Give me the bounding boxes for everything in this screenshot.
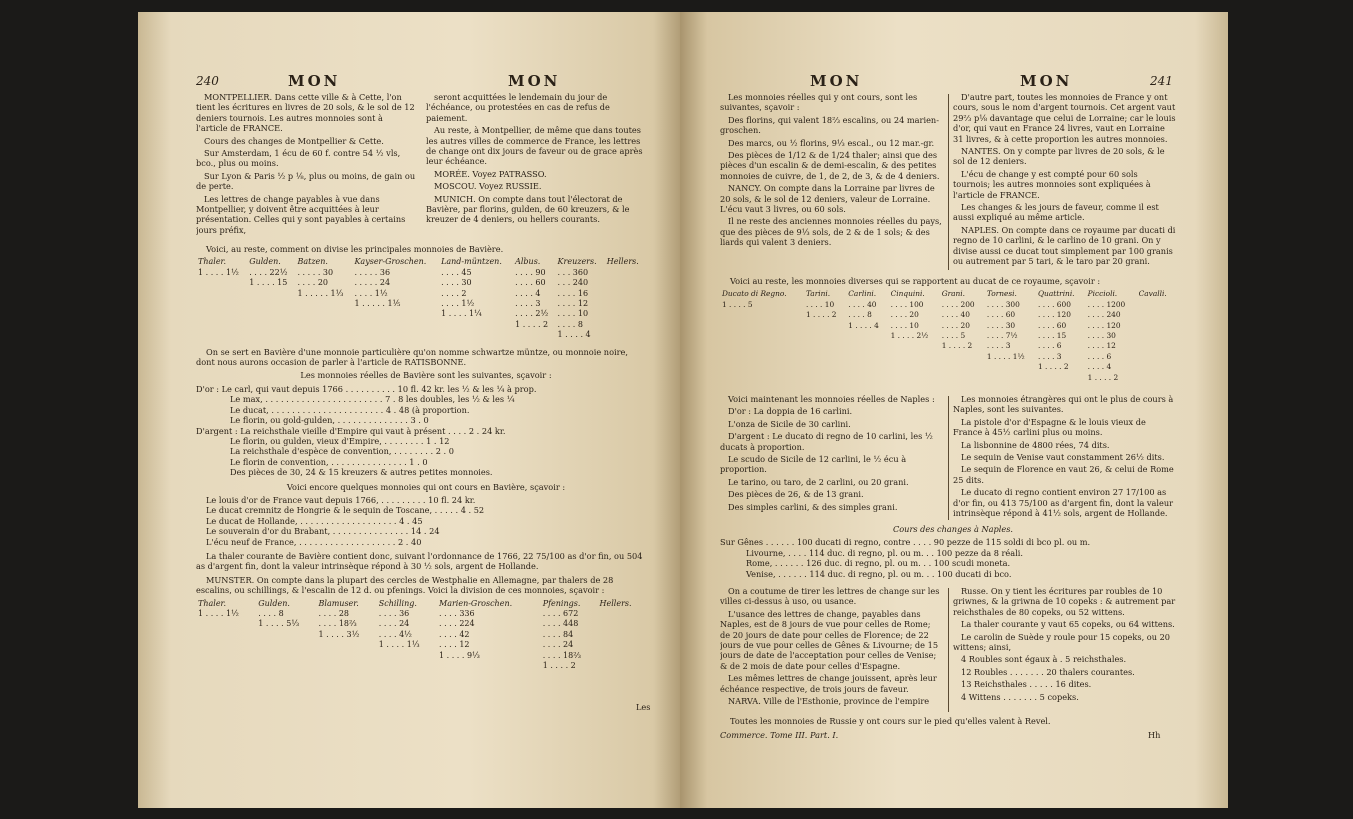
- table-header: Schilling.: [378, 598, 417, 608]
- paragraph: Le sequin de Florence en vaut 26, & celui de Rome 25 dits.: [953, 464, 1174, 485]
- table-header: Tornesi.: [986, 289, 1017, 299]
- paragraph: Des simples carlini, & des simples grani.: [728, 501, 898, 512]
- catchword: Les: [636, 702, 651, 712]
- table-header: Gulden.: [249, 257, 281, 267]
- table-cell: 1 . . . . 2: [1038, 362, 1069, 372]
- table-cell: . . . . 20: [941, 320, 970, 330]
- paragraph: MUNICH. On compte dans tout l'électorat de Bavière, par florins, gulden, de 60 kreuzers, & le kreuzer de 4 deniers, ou hellers courants.: [426, 193, 630, 225]
- paragraph: Voici encore quelques monnoies qui ont cours en Bavière, sçavoir :: [286, 481, 566, 492]
- table-cell: . . . . 600: [1038, 299, 1071, 309]
- running-head-left: MON: [288, 72, 341, 90]
- table-cell: . . . . 2: [441, 288, 467, 298]
- paragraph: Les monnoies réelles qui y ont cours, sont les suivantes, sçavoir :: [720, 92, 918, 113]
- table-cell: . . . . 1½: [441, 299, 475, 309]
- list-item: Rome, . . . . . . 126 duc. di regno, pl. ou m. . . 100 scudi moneta.: [746, 558, 1011, 569]
- paragraph: Toutes les monnoies de Russie y ont cours sur le pied qu'elles valent à Revel.: [730, 716, 1051, 726]
- table-header-row: [196, 599, 646, 609]
- paragraph: Les monnoies réelles de Bavière sont les suivantes, sçavoir :: [300, 370, 552, 381]
- table-row: [720, 352, 1176, 362]
- paragraph: Le sequin de Venise vaut constamment 26½ dits.: [961, 452, 1165, 463]
- paragraph: Russe. On y tient les écritures par roubles de 10 griwnes, & la griwna de 10 copeks : & autrement par reichsthales de 80 copeks, ou 52 wittens.: [953, 586, 1176, 617]
- paragraph: Il ne reste des anciennes monnoies réelles du pays, que des pièces de 9⅓ sols, de 2 & de 1 sols; & des liards qui valent 3 deniers.: [720, 216, 942, 248]
- paragraph: Le carolin de Suède y roule pour 15 copeks, ou 20 wittens; ainsi,: [953, 631, 1170, 653]
- table-cell: 1 . . . . 1¼: [441, 309, 482, 319]
- table-header: Piccioli.: [1087, 289, 1118, 299]
- column-1: [720, 92, 943, 274]
- table-row: [196, 330, 646, 340]
- real-coins-list: [196, 384, 646, 478]
- paragraph: Voici au reste, les monnoies diverses qui se rapportent au ducat de ce royaume, sçavoir :: [730, 276, 1101, 286]
- table-cell: . . . . 24: [378, 619, 410, 629]
- table-cell: 1 . . . . 2: [542, 661, 576, 671]
- table-header: Gulden.: [258, 598, 290, 608]
- table-cell: 1 . . . . . 1⅕: [354, 299, 401, 309]
- table-cell: . . . . 1200: [1087, 299, 1126, 309]
- table-row: [196, 630, 646, 640]
- paragraph: NARVA. Ville de l'Esthonie, province de l'empire: [728, 696, 930, 707]
- table-row: [196, 278, 646, 288]
- table-header: Thaler.: [198, 257, 227, 267]
- table-cell: . . . . 672: [542, 609, 579, 618]
- page-number: 241: [1150, 74, 1173, 88]
- table-row: [720, 321, 1176, 331]
- paragraph: NANCY. On compte dans la Lorraine par livres de 20 sols, & le sol de 12 deniers, valeur de Lorraine. L'écu vaut 3 livres, ou 60 sols.: [720, 183, 935, 215]
- table-cell: 1 . . . . 2: [1087, 372, 1119, 382]
- paragraph: 4 Wittens . . . . . . . 5 copeks.: [961, 691, 1079, 702]
- table-header: Grani.: [941, 289, 966, 299]
- list-item: L'écu neuf de France, . . . . . . . . . . . . . . . . . . . 2 . 40: [206, 536, 422, 547]
- table-row: [720, 362, 1176, 372]
- table-cell: . . . . 12: [439, 640, 470, 650]
- table-cell: 1 . . . . 4: [557, 330, 591, 340]
- section-title: Cours des changes à Naples.: [892, 524, 1014, 534]
- paragraph: On se sert en Bavière d'une monnoie particulière qu'on nomme schwartze müntze, ou monnoie noire, dont nous aurons occasion de parler à l'article de RATISBONNE.: [196, 346, 628, 368]
- table-row: [196, 651, 646, 661]
- column-2: [953, 92, 1176, 274]
- footer-title: Commerce. Tome III. Part. I.: [720, 730, 839, 740]
- table-cell: 1 . . . . 5⅓: [258, 619, 300, 629]
- paragraph: D'autre part, toutes les monnoies de France y ont cours, sous le nom d'argent tournois. Cet argent vaut 29⅔ p⅛ davantage que celui de Lorraine; car le louis d'or, qui vaut en France 24 livres, vaut en Lorraine 31 livres, & à cette proportion les autres monnoies.: [953, 92, 1176, 144]
- table-row: [196, 299, 646, 309]
- paragraph: 4 Roubles sont égaux à . 5 reichsthales.: [961, 654, 1127, 665]
- table-row: [196, 609, 646, 619]
- paragraph: Voici maintenant les monnoies réelles de Naples :: [728, 394, 935, 404]
- table-header: Marien-Groschen.: [439, 598, 513, 608]
- table-row: [196, 320, 646, 330]
- paragraph: Le tarino, ou taro, de 2 carlini, ou 20 grani.: [728, 476, 909, 487]
- table-cell: . . . . 12: [557, 299, 589, 309]
- table-row: [720, 373, 1176, 383]
- table-cell: . . . . 15: [1038, 331, 1067, 341]
- table-header: Cavalli.: [1138, 289, 1167, 299]
- list-item: Le ducat, . . . . . . . . . . . . . . . . . . . . . . 4 . 48 (à proportion.: [230, 404, 470, 415]
- table-header: Thaler.: [198, 598, 227, 608]
- list-item: Le louis d'or de France vaut depuis 1766, . . . . . . . . . 10 fl. 24 kr.: [206, 494, 476, 505]
- table-cell: . . . . 10: [805, 299, 835, 309]
- paragraph: NANTES. On y compte par livres de 20 sols, & le sol de 12 deniers.: [953, 146, 1165, 167]
- table-cell: . . . . 28: [318, 609, 350, 618]
- paragraph: Les lettres de change payables à vue dans Montpellier, y doivent être acquittées à leur présentation. Celles qui y sont payables à certains jours préfix,: [196, 193, 406, 235]
- table-cell: . . . . 3: [515, 299, 541, 309]
- table-row: [720, 331, 1176, 341]
- table-header-row: [720, 289, 1176, 299]
- signature-mark: Hh: [1148, 730, 1161, 740]
- paragraph: La thaler courante de Bavière contient donc, suivant l'ordonnance de 1766, 22 75/100 as d'or fin, ou 504 as d'argent fin, dont la valeur intrinsèque répond à 30 ½ sols, argent de Hollande.: [196, 550, 643, 572]
- paragraph: D'argent : Le ducato di regno de 10 carlini, les ½ ducats à proportion.: [720, 431, 933, 452]
- table-cell: . . . . 20: [297, 278, 328, 288]
- list-item: Sur Gênes . . . . . . 100 ducati di regno, contre . . . . 90 pezze de 115 soldi di bco pl. ou m.: [720, 537, 1091, 548]
- table-cell: . . . . 18⅔: [318, 619, 357, 629]
- table-cell: . . . . 1½: [354, 288, 388, 298]
- table-cell: . . . . . 36: [354, 267, 391, 277]
- column-3: [720, 394, 943, 520]
- table-cell: . . . . 40: [941, 310, 970, 320]
- table-header-row: [196, 257, 646, 267]
- table-header: Carlini.: [848, 289, 877, 299]
- table-cell: . . . . 100: [890, 299, 924, 309]
- table-cell: . . . . 224: [439, 619, 475, 629]
- list-item: Venise, . . . . . . 114 duc. di regno, pl. ou m. . . 100 ducati di bco.: [746, 568, 1012, 579]
- table-cell: . . . 240: [557, 278, 589, 288]
- table-cell: . . . . 7½: [986, 331, 1018, 341]
- table-cell: . . . . 36: [378, 609, 410, 618]
- table-cell: . . . . 8: [557, 319, 583, 329]
- table-cell: . . . . 120: [1038, 310, 1071, 320]
- list-item: D'argent : La reichsthale vieille d'Empire qui vaut à présent . . . . 2 . 24 kr.: [196, 425, 506, 436]
- table-cell: . . . . 4: [1087, 362, 1112, 372]
- table-cell: . . . . 12: [1087, 341, 1116, 351]
- column-6: [953, 586, 1176, 714]
- table-cell: . . . . 4½: [378, 629, 412, 639]
- table-cell: . . . . 8: [848, 310, 872, 320]
- paragraph: L'écu de change y est compté pour 60 sols tournois; les autres monnoies sont expliquées à l'article de FRANCE.: [953, 168, 1151, 200]
- table-cell: . . . . 30: [1087, 331, 1116, 341]
- naples-exchange: [720, 524, 1176, 579]
- table-cell: . . . . 6: [1038, 341, 1062, 351]
- paragraph: L'usance des lettres de change, payables dans Naples, est de 8 jours de vue pour celles de Rome; de 20 jours de date pour celles de Florence; de 22 jours de vue pour celles de Gênes & Livourne; de 15 jours de date de l'acceptation pour celles de Venise; & de 2 mois de date pour celles d'Espagne.: [720, 608, 939, 671]
- paragraph: Les monnoies étrangères qui ont le plus de cours à Naples, sont les suivantes.: [953, 394, 1174, 415]
- table-cell: . . . . 42: [439, 629, 470, 639]
- list-item: Des pièces de 30, 24 & 15 kreuzers & autres petites monnoies.: [230, 467, 493, 478]
- closing-line: [720, 716, 1176, 729]
- table-cell: . . . 360: [557, 267, 589, 277]
- table-header: Land-müntzen.: [441, 257, 502, 267]
- table-cell: . . . . 300: [986, 299, 1020, 309]
- table-cell: . . . . 60: [1038, 320, 1067, 330]
- table-cell: . . . . 120: [1087, 320, 1121, 330]
- paragraph: Des pièces de 1/12 & de 1/24 thaler; ainsi que des pièces d'un escalin & de demi-escalin, & des petites monnoies de cuivre, de 1, de 2, de 3, & de 4 deniers.: [720, 150, 940, 181]
- table-header: Blamuser.: [318, 598, 359, 608]
- table-cell: . . . . 90: [515, 267, 546, 277]
- table-cell: . . . . 60: [986, 310, 1016, 320]
- paragraph: Cours des changes de Montpellier & Cette.: [204, 135, 384, 146]
- list-item: La reichsthale d'espèce de convention, . . . . . . . . 2 . 0: [230, 446, 454, 457]
- table-cell: . . . . 3: [1038, 351, 1062, 361]
- table-cell: . . . . 3: [986, 341, 1011, 351]
- paragraph: D'or : La doppia de 16 carlini.: [728, 406, 853, 417]
- list-item: Livourne, . . . . 114 duc. di regno, pl. ou m. . . 100 pezze da 8 réali.: [746, 547, 1024, 558]
- table-cell: . . . . 30: [441, 278, 472, 288]
- table-row: [196, 309, 646, 319]
- table-cell: . . . . 8: [258, 609, 284, 618]
- paragraph: Le ducato di regno contient environ 27 17/100 as d'or fin, ou 413 75/100 as d'argent fin, dont la valeur intrinsèque répond à 41½ sols, argent de Hollande.: [953, 487, 1174, 519]
- table-header: Pfenings.: [542, 598, 581, 608]
- paragraph: Sur Amsterdam, 1 écu de 60 f. contre 54 ½ vls, bco., plus ou moins.: [196, 148, 401, 169]
- table-row: [720, 341, 1176, 351]
- left-page: [138, 12, 686, 808]
- paragraph: MUNSTER. On compte dans la plupart des cercles de Westphalie en Allemagne, par thalers de 28 escalins, ou schillings, & l'escalin de 12 d. ou pfenings. Voici la division de ces monnoies, sçavoir :: [196, 574, 614, 596]
- table-cell: 1 . . . . 2: [515, 319, 549, 329]
- list-item: Le florin de convention, . . . . . . . . . . . . . . . 1 . 0: [230, 456, 428, 467]
- table-cell: 1 . . . . 1⅓: [378, 640, 420, 650]
- column-4: [953, 394, 1176, 520]
- table-cell: 1 . . . . 1½: [198, 609, 239, 618]
- table-header: Quattrini.: [1038, 289, 1075, 299]
- table-cell: . . . . 336: [439, 609, 475, 618]
- bavaria-table: [196, 257, 646, 340]
- table-row: [196, 661, 646, 671]
- foreign-coins-list: [196, 495, 646, 547]
- table-row: [720, 310, 1176, 320]
- table-cell: . . . . 2½: [515, 309, 549, 319]
- paragraph: NAPLES. On compte dans ce royaume par ducati di regno de 10 carlini, & le carlino de 10 grani. On y divise aussi ce ducat tout simplement par 100 granis ou autrement par 5 tari, & le taro par 20 grani.: [953, 224, 1176, 267]
- table-cell: . . . . 45: [441, 267, 472, 277]
- table-cell: . . . . 24: [542, 640, 574, 650]
- list-item: Le ducat cremnitz de Hongrie & le sequin de Toscane, . . . . . 4 . 52: [206, 505, 485, 516]
- paragraph: MORÉE. Voyez PATRASSO.: [434, 168, 547, 179]
- table-cell: . . . . . 30: [297, 267, 334, 277]
- paragraph: 13 Reichsthales . . . . . 16 dites.: [961, 679, 1092, 690]
- paragraph: Les changes & les jours de faveur, comme il est aussi expliqué au même article.: [953, 202, 1159, 223]
- table-header: Cinquini.: [890, 289, 925, 299]
- paragraph: L'onza de Sicile de 30 carlini.: [728, 418, 851, 429]
- list-item: Le florin, ou gulden, vieux d'Empire, . . . . . . . . 1 . 12: [230, 435, 450, 446]
- table-row: [196, 289, 646, 299]
- table-row: [720, 300, 1176, 310]
- table-cell: . . . . 22½: [249, 267, 288, 277]
- running-head-right: MON: [508, 72, 561, 90]
- munster-table: [196, 599, 646, 672]
- column-rule: [948, 396, 949, 520]
- paragraph: La pistole d'or d'Espagne & le louis vieux de France à 45½ carlini plus ou moins.: [953, 416, 1146, 438]
- bavaria-section: [196, 244, 646, 671]
- table-cell: 1 . . . . 3½: [318, 629, 360, 639]
- table-header: Albus.: [515, 257, 541, 267]
- paragraph: Les mêmes lettres de change jouissent, après leur échéance respective, de trois jours de faveur.: [720, 673, 937, 694]
- running-head-right: MON: [1020, 72, 1073, 90]
- table-cell: . . . . 20: [890, 310, 919, 320]
- paragraph: Des marcs, ou ½ florins, 9⅓ escal., ou 12 mar.-gr.: [728, 137, 935, 148]
- naples-table: [720, 289, 1176, 383]
- table-cell: 1 . . . . 15: [249, 278, 288, 288]
- paragraph: MONTPELLIER. Dans cette ville & à Cette, l'on tient les écritures en livres de 20 sols, & le sol de 12 deniers tournois. Les autres monnoies sont à l'article de FRANCE.: [196, 92, 415, 134]
- column-rule: [948, 94, 949, 270]
- table-cell: . . . . 6: [1087, 351, 1112, 361]
- table-cell: 1 . . . . 1½: [986, 351, 1025, 361]
- list-item: Le florin, ou gold-gulden, . . . . . . . . . . . . . . 3 . 0: [230, 415, 429, 426]
- table-cell: 1 . . . . 1½: [198, 267, 239, 277]
- table-header: Kreuzers.: [557, 257, 597, 267]
- table-cell: . . . . 30: [986, 320, 1016, 330]
- table-cell: . . . . 10: [890, 320, 919, 330]
- table-cell: . . . . 40: [848, 299, 877, 309]
- paragraph: 12 Roubles . . . . . . . 20 thalers courantes.: [961, 666, 1135, 677]
- table-cell: . . . . 5: [941, 331, 966, 341]
- naples-section: [720, 276, 1176, 383]
- table-row: [196, 619, 646, 629]
- table-cell: . . . . 84: [542, 629, 574, 639]
- right-page: [680, 12, 1228, 808]
- column-2: [426, 92, 646, 242]
- list-item: D'or : Le carl, qui vaut depuis 1766 . . . . . . . . . . 10 fl. 42 kr. les ½ & les ¼ à prop.: [196, 383, 537, 394]
- paragraph: seront acquittées le lendemain du jour de l'échéance, ou protestées en cas de refus de paiement.: [426, 92, 610, 123]
- table-cell: . . . . 60: [515, 278, 546, 288]
- table-cell: 1 . . . . 2: [941, 341, 973, 351]
- table-cell: 1 . . . . 5: [722, 299, 753, 309]
- table-cell: . . . . 200: [941, 299, 975, 309]
- paragraph: Voici, au reste, comment on divise les principales monnoies de Bavière.: [206, 244, 504, 254]
- table-header: Ducato di Regno.: [722, 289, 787, 299]
- table-cell: 1 . . . . 2: [805, 310, 837, 320]
- paragraph: Le scudo de Sicile de 12 carlini, le ½ écu à proportion.: [720, 454, 907, 475]
- table-cell: . . . . 10: [557, 309, 589, 319]
- table-cell: . . . . 240: [1087, 310, 1121, 320]
- list-item: Le max, . . . . . . . . . . . . . . . . . . . . . . . 7 . 8 les doubles, les ½ & les ¼: [230, 394, 515, 405]
- running-head-left: MON: [810, 72, 863, 90]
- table-cell: . . . . 448: [542, 619, 579, 629]
- paragraph: Des pièces de 26, & de 13 grani.: [728, 489, 864, 500]
- table-header: Kayser-Groschen.: [354, 257, 427, 267]
- list-item: Le ducat de Hollande, . . . . . . . . . . . . . . . . . . . 4 . 45: [206, 515, 423, 526]
- table-cell: . . . . 16: [557, 288, 589, 298]
- paragraph: Au reste, à Montpellier, de même que dans toutes les autres villes de commerce de France, les lettres de change ont dix jours de faveur ou de grace après leur échéance.: [426, 125, 643, 167]
- table-cell: 1 . . . . . 1⅓: [297, 288, 344, 298]
- column-rule: [948, 588, 949, 712]
- table-row: [196, 268, 646, 278]
- paragraph: Sur Lyon & Paris ½ p ⅛, plus ou moins, de gain ou de perte.: [196, 170, 416, 192]
- paragraph: Des florins, qui valent 18⅔ escalins, ou 24 marien-groschen.: [720, 114, 939, 136]
- table-header: Hellers.: [606, 257, 639, 267]
- table-cell: . . . . 4: [515, 288, 541, 298]
- table-cell: 1 . . . . 9⅓: [439, 650, 480, 660]
- paragraph: MOSCOU. Voyez RUSSIE.: [434, 181, 542, 192]
- column-5: [720, 586, 943, 714]
- paragraph: On a coutume de tirer les lettres de change sur les villes ci-dessus à uso, ou usance.: [720, 586, 940, 607]
- table-header: Tarini.: [805, 289, 831, 299]
- table-cell: . . . . . 24: [354, 278, 391, 288]
- list-item: Le souverain d'or du Brabant, . . . . . . . . . . . . . . . 14 . 24: [206, 526, 440, 537]
- table-cell: . . . . 18⅔: [542, 650, 581, 660]
- exchange-list: [720, 537, 1176, 579]
- paragraph: La lisbonnine de 4800 rées, 74 dits.: [961, 439, 1110, 450]
- column-1: [196, 92, 416, 242]
- intro-columns: [196, 92, 646, 242]
- table-header: Batzen.: [297, 257, 328, 267]
- table-row: [196, 640, 646, 650]
- table-header: Hellers.: [599, 598, 632, 608]
- table-cell: 1 . . . . 4: [848, 320, 879, 330]
- page-number: 240: [196, 74, 219, 88]
- paragraph: La thaler courante y vaut 65 copeks, ou 64 wittens.: [961, 619, 1175, 630]
- table-cell: 1 . . . . 2½: [890, 331, 929, 341]
